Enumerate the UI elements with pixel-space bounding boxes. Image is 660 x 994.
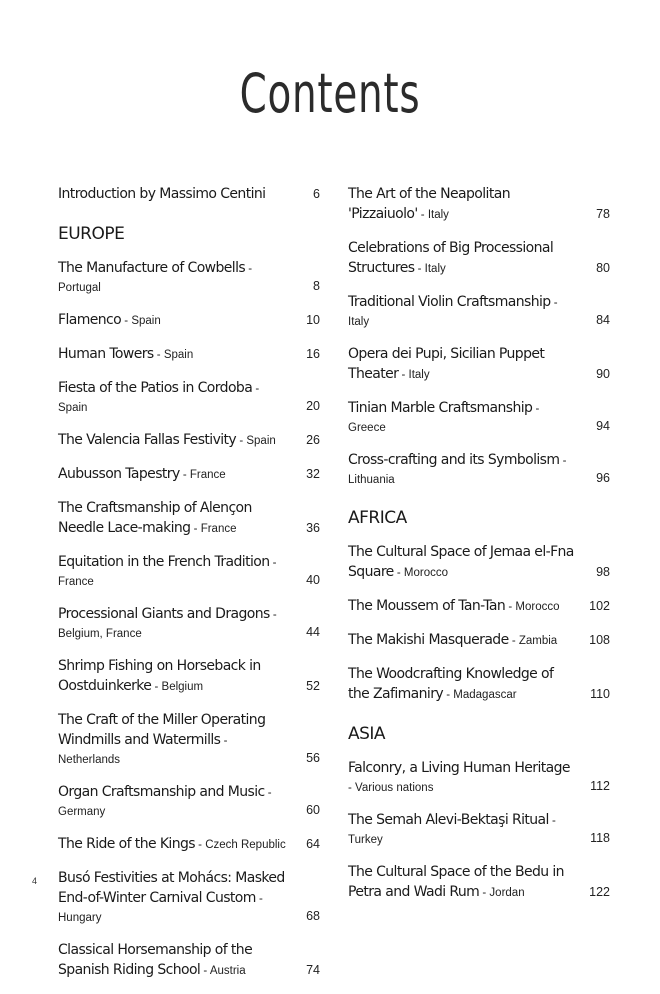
toc-entry-country: Morocco xyxy=(403,567,449,579)
toc-entry[interactable] xyxy=(348,810,610,848)
toc-entry-title: The Craft of the Miller Operating Windmills and Watermills xyxy=(58,712,266,748)
toc-entry[interactable] xyxy=(58,378,320,416)
toc-entry-title: Tinian Marble Craftsmanship xyxy=(348,400,533,416)
toc-entry-title: Human Towers xyxy=(58,346,154,362)
toc-entry-page: 20 xyxy=(306,399,320,413)
toc-entry-separator: - xyxy=(559,455,567,467)
toc-entry-separator: - xyxy=(505,601,516,613)
toc-entry-separator: - xyxy=(348,782,356,794)
toc-entry-page: 102 xyxy=(589,599,610,613)
toc-entry-page: 80 xyxy=(596,261,610,275)
toc-entry[interactable] xyxy=(58,782,320,820)
toc-entry-page: 56 xyxy=(306,751,320,765)
toc-entry-title: The Craftsmanship of Alençon Needle Lace-making xyxy=(58,500,252,536)
toc-entry[interactable] xyxy=(58,464,320,484)
toc-entry-country: Morocco xyxy=(515,601,560,613)
toc-entry-page: 96 xyxy=(596,471,610,485)
toc-entry-title: The Manufacture of Cowbells xyxy=(58,260,246,276)
toc-entry[interactable] xyxy=(348,238,610,278)
toc-entry-separator: - xyxy=(393,567,404,579)
toc-entry-title: Equitation in the French Tradition xyxy=(58,554,270,570)
toc-entry-separator: - xyxy=(255,893,263,905)
toc-entry-country: Spain xyxy=(58,402,88,414)
toc-entry-country: Spain xyxy=(246,435,276,447)
toc-entry-page: 110 xyxy=(590,687,610,701)
toc-entry-separator: - xyxy=(550,297,558,309)
toc-entry-page: 68 xyxy=(306,909,320,923)
toc-entry-separator: - xyxy=(532,403,540,415)
toc-entry-separator: - xyxy=(269,609,277,621)
toc-entry-separator: - xyxy=(220,735,228,747)
toc-entry-page: 6 xyxy=(313,187,320,201)
toc-entry-title: The Valencia Fallas Festivity xyxy=(58,432,237,448)
toc-entry-page: 112 xyxy=(590,779,610,793)
toc-entry-separator: - xyxy=(269,557,277,569)
toc-entry-separator: - xyxy=(398,369,409,381)
toc-entry[interactable] xyxy=(348,542,610,582)
toc-entry-country: Italy xyxy=(348,316,370,328)
toc-entry[interactable] xyxy=(348,292,610,330)
toc-entry-title: Processional Giants and Dragons xyxy=(58,606,270,622)
toc-entry-country: Italy xyxy=(424,263,446,275)
toc-entry-country: Czech Republic xyxy=(205,839,286,851)
toc-entry[interactable] xyxy=(58,498,320,538)
toc-entry[interactable] xyxy=(348,758,610,796)
toc-entry-country: Jordan xyxy=(489,887,525,899)
toc-entry-title: Celebrations of Big Processional Structures xyxy=(348,240,554,276)
toc-entry-separator: - xyxy=(236,435,247,447)
toc-entry-title: The Cultural Space of Jemaa el-Fna Square xyxy=(348,544,574,580)
toc-entry-title: The Ride of the Kings xyxy=(58,836,195,852)
toc-entry[interactable] xyxy=(58,868,320,926)
toc-entry-title: Cross-crafting and its Symbolism xyxy=(348,452,560,468)
toc-entry-title: Traditional Violin Craftsmanship xyxy=(348,294,551,310)
toc-entry-country: Austria xyxy=(209,965,246,977)
toc-entry-title: Shrimp Fishing on Horseback in Oostduinkerke xyxy=(58,658,261,694)
toc-entry-country: Spain xyxy=(131,315,161,327)
toc-entry[interactable] xyxy=(58,604,320,642)
toc-entry[interactable] xyxy=(348,450,610,488)
toc-entry-country: Madagascar xyxy=(453,689,517,701)
toc-entry-country: Netherlands xyxy=(58,754,121,766)
toc-entry-page: 44 xyxy=(306,625,320,639)
toc-entry-page: 60 xyxy=(306,803,320,817)
toc-entry[interactable] xyxy=(58,310,320,330)
toc-entry-separator: - xyxy=(179,469,190,481)
toc-entry-page: 122 xyxy=(589,885,610,899)
toc-entry-separator: - xyxy=(153,349,164,361)
toc-entry-page: 108 xyxy=(589,633,610,647)
toc-entry-country: Lithuania xyxy=(348,474,395,486)
toc-entry[interactable] xyxy=(348,664,610,704)
toc-entry-page: 32 xyxy=(306,467,320,481)
toc-entry-separator: - xyxy=(414,263,425,275)
toc-entry-title: The Cultural Space of the Bedu in Petra and Wadi Rum xyxy=(348,864,564,900)
toc-entry[interactable] xyxy=(58,430,320,450)
toc-entry-country: Belgium xyxy=(161,681,204,693)
toc-entry-country: France xyxy=(189,469,226,481)
toc-entry-country: Hungary xyxy=(58,912,102,924)
toc-entry-page: 8 xyxy=(313,279,320,293)
toc-entry-separator: - xyxy=(508,635,519,647)
toc-entry[interactable] xyxy=(58,344,320,364)
toc-entry-country: Italy xyxy=(427,209,449,221)
toc-entry[interactable] xyxy=(58,834,320,854)
page-number: 4 xyxy=(32,876,38,886)
toc-entry-separator: - xyxy=(252,383,260,395)
toc-entry-country: Various nations xyxy=(355,782,434,794)
toc-entry-title: The Moussem of Tan-Tan xyxy=(348,598,506,614)
toc-entry-country: Germany xyxy=(58,806,106,818)
toc-entry[interactable] xyxy=(348,184,610,224)
toc-entry[interactable] xyxy=(348,398,610,436)
toc-entry-page: 118 xyxy=(590,831,610,845)
toc-entry-title: The Woodcrafting Knowledge of the Zafimaniry xyxy=(348,666,554,702)
toc-entry[interactable] xyxy=(58,552,320,590)
toc-entry-separator: - xyxy=(190,523,201,535)
toc-entry[interactable] xyxy=(348,344,610,384)
toc-entry-title: Opera dei Pupi, Sicilian Puppet Theater xyxy=(348,346,545,382)
toc-entry-page: 36 xyxy=(306,521,320,535)
toc-entry[interactable] xyxy=(348,596,610,616)
toc-entry-page: 98 xyxy=(596,565,610,579)
toc-entry-title: Busó Festivities at Mohács: Masked End-of-Winter Carnival Custom xyxy=(58,870,285,906)
toc-entry-country: Zambia xyxy=(518,635,558,647)
toc-entry[interactable] xyxy=(348,630,610,650)
toc-entry-page: 90 xyxy=(596,367,610,381)
toc-entry-separator: - xyxy=(151,681,162,693)
toc-entry-separator: - xyxy=(121,315,132,327)
toc-entry-country: Spain xyxy=(163,349,194,361)
toc-entry-separator: - xyxy=(479,887,490,899)
toc-entry[interactable] xyxy=(58,656,320,696)
toc-entry-page: 78 xyxy=(596,207,610,221)
toc-entry-country: Greece xyxy=(348,422,386,434)
toc-entry-page: 26 xyxy=(306,433,320,447)
toc-entry-page: 74 xyxy=(306,963,320,977)
toc-entry[interactable] xyxy=(58,258,320,296)
toc-entry[interactable] xyxy=(58,940,320,980)
toc-entry-title: The Semah Alevi-Bektaşi Ritual xyxy=(348,812,549,828)
toc-entry-page: 94 xyxy=(596,419,610,433)
toc-entry-separator: - xyxy=(548,815,556,827)
toc-entry-separator: - xyxy=(443,689,454,701)
toc-entry-country: Belgium, France xyxy=(58,628,142,640)
toc-entry-page: 16 xyxy=(306,347,320,361)
toc-entry-country: France xyxy=(200,523,237,535)
toc-entry-separator: - xyxy=(200,965,210,977)
toc-entry-page: 52 xyxy=(306,679,320,693)
toc-entry-country: Turkey xyxy=(348,834,383,846)
contents-column-right xyxy=(348,184,610,916)
toc-entry-title: Introduction by Massimo Centini xyxy=(58,186,266,202)
toc-entry[interactable] xyxy=(348,862,610,902)
toc-entry-country: France xyxy=(58,576,94,588)
toc-entry-title: Flamenco xyxy=(58,312,122,328)
contents-column-left xyxy=(58,184,320,994)
page-title: Contents xyxy=(239,62,421,125)
toc-entry-separator: - xyxy=(194,839,206,851)
section-heading: EUROPE xyxy=(58,224,125,244)
toc-entry-separator: - xyxy=(417,209,428,221)
toc-entry[interactable] xyxy=(58,710,320,768)
toc-entry-title: Aubusson Tapestry xyxy=(58,466,180,482)
section-heading: ASIA xyxy=(348,724,386,744)
toc-entry-title: Fiesta of the Patios in Cordoba xyxy=(58,380,253,396)
toc-entry-title: Classical Horsemanship of the Spanish Riding School xyxy=(58,942,253,978)
toc-entry-separator: - xyxy=(245,263,253,275)
toc-entry-country: Portugal xyxy=(58,282,101,294)
toc-entry-title: The Art of the Neapolitan 'Pizzaiuolo' xyxy=(348,186,510,222)
toc-entry-page: 10 xyxy=(306,313,320,327)
toc-entry[interactable] xyxy=(58,184,320,204)
toc-entry-separator: - xyxy=(264,787,272,799)
toc-entry-title: Falconry, a Living Human Heritage xyxy=(348,760,570,776)
section-heading: AFRICA xyxy=(348,508,407,528)
toc-entry-title: The Makishi Masquerade xyxy=(348,632,509,648)
toc-entry-page: 84 xyxy=(596,313,610,327)
toc-entry-country: Italy xyxy=(408,369,430,381)
toc-entry-page: 64 xyxy=(306,837,320,851)
toc-entry-title: Organ Craftsmanship and Music xyxy=(58,784,265,800)
toc-entry-page: 40 xyxy=(306,573,320,587)
